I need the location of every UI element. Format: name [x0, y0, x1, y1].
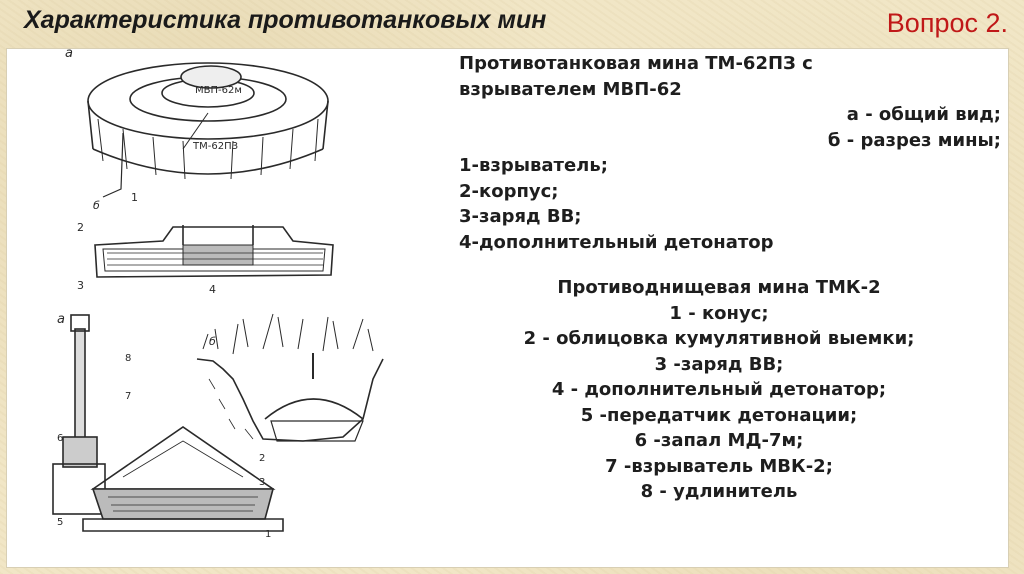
label-5: 5 [57, 517, 64, 528]
content-panel [6, 48, 1009, 568]
tm62-item: 1-взрыватель; [459, 155, 608, 176]
label-b-top: б [93, 199, 100, 212]
description-text [459, 49, 1009, 567]
label-a-top: а [65, 49, 73, 61]
question-label: Вопрос 2. [886, 8, 1008, 38]
mine-drawings [33, 49, 393, 567]
tmk2-item: 8 - удлинитель [640, 481, 798, 502]
tm62-title-line2: взрывателем МВП-62 [459, 78, 682, 100]
tmk2-item: 2 - облицовка кумулятивной выемки; [523, 328, 915, 349]
label-8: 8 [125, 353, 132, 364]
tmk2-item: 4 - дополнительный детонатор; [551, 379, 887, 400]
label-6: 6 [57, 433, 64, 444]
tmk2-item: 7 -взрыватель МВК-2; [605, 455, 833, 477]
label-7: 7 [125, 391, 132, 402]
label-b-bottom: б [209, 335, 216, 348]
label-3-bottom: 3 [259, 477, 266, 488]
label-4-top: 4 [209, 283, 216, 296]
mine-side-marking: ТМ-62ПЗ [193, 141, 238, 152]
tm62-general-view [88, 63, 328, 197]
tm62-item: 4-дополнительный детонатор [459, 231, 774, 253]
tmk2-item: 5 -передатчик детонации; [580, 404, 858, 426]
label-2-bottom: 2 [259, 453, 266, 464]
tm62-view-b: б - разрез мины; [827, 129, 1001, 151]
tm62-section-view [95, 225, 333, 277]
tmk2-ground-view [197, 314, 383, 441]
tmk2-title: Противоднищевая мина ТМК-2 [557, 277, 881, 298]
label-1-top: 1 [131, 191, 138, 204]
tmk2-detail-view [53, 315, 283, 531]
tmk2-item: 6 -запал МД-7м; [634, 430, 804, 451]
slide-title: Характеристика противотанковых мин [24, 6, 547, 34]
mine-top-marking: МВП-62м [195, 85, 242, 96]
label-2-top: 2 [77, 221, 84, 234]
tm62-title-line1: Противотанковая мина ТМ-62ПЗ с [459, 53, 813, 74]
tm62-item: 3-заряд ВВ; [459, 206, 582, 227]
label-3-top: 3 [77, 279, 84, 292]
label-a-bottom: а [57, 312, 65, 327]
tmk2-item: 3 -заряд ВВ; [654, 353, 784, 375]
label-1-bottom: 1 [265, 529, 272, 540]
tm62-view-a: а - общий вид; [846, 104, 1001, 125]
tm62-item: 2-корпус; [459, 180, 559, 202]
tmk2-item: 1 - конус; [669, 302, 769, 324]
